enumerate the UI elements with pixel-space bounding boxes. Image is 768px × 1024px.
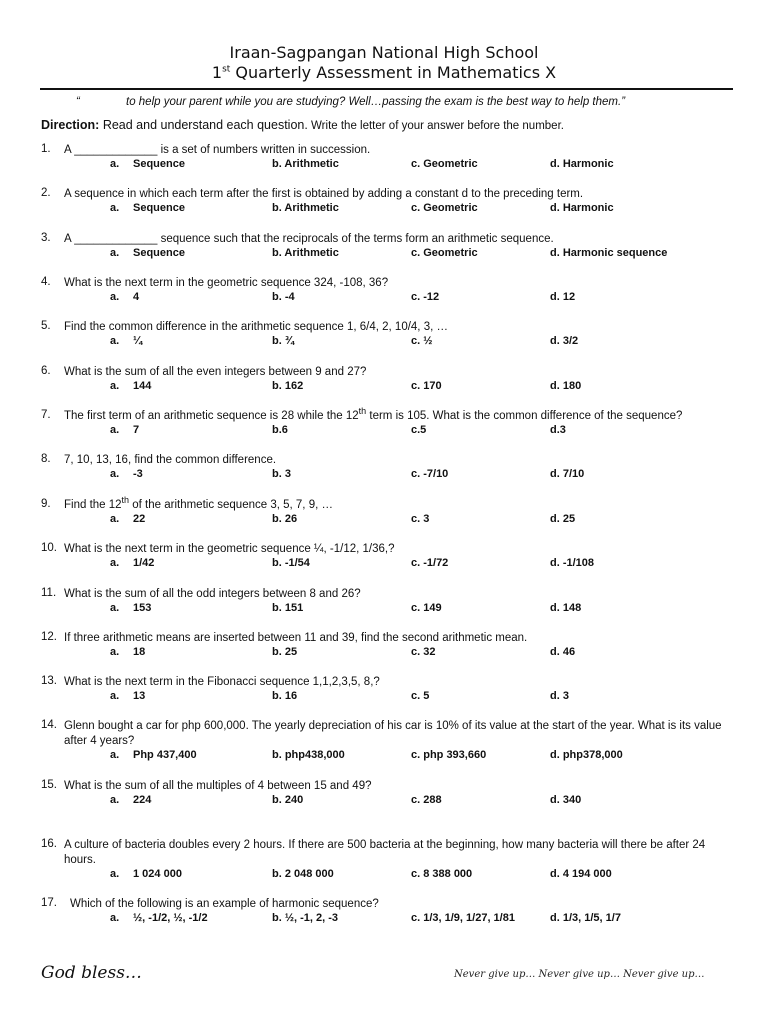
option-c: c. 288 bbox=[411, 794, 442, 806]
option-a-letter: a. bbox=[110, 468, 120, 480]
option-a-text: Sequence bbox=[133, 202, 185, 214]
option-a-letter: a. bbox=[110, 602, 120, 614]
option-a-letter: a. bbox=[110, 291, 120, 303]
option-a-letter: a. bbox=[110, 380, 120, 392]
assessment-title-rest: Quarterly Assessment in Mathematics X bbox=[230, 63, 557, 82]
question-number: 4. bbox=[41, 276, 51, 288]
direction bbox=[41, 118, 564, 132]
option-b: b. 3 bbox=[272, 468, 291, 480]
option-a-text: 4 bbox=[133, 291, 140, 303]
option-b: b. 25 bbox=[272, 646, 298, 658]
question-text: A sequence in which each term after the first is obtained by adding a constant d to the preceding term. bbox=[64, 188, 584, 200]
option-c: c. 1/3, 1/9, 1/27, 1/81 bbox=[411, 912, 515, 924]
option-a-text: -3 bbox=[133, 468, 143, 480]
option-d: d. Harmonic bbox=[550, 158, 614, 170]
option-b: b. 16 bbox=[272, 690, 298, 702]
quarter-number: 1 bbox=[211, 63, 223, 82]
question-number: 13. bbox=[41, 675, 57, 687]
option-b: b. 240 bbox=[272, 794, 304, 806]
option-a bbox=[110, 749, 197, 761]
option-d: d. 3 bbox=[550, 690, 569, 702]
question-text: A culture of bacteria doubles every 2 hours. If there are 500 bacteria at the beginning, how many bacteria will there be after 24 hours. bbox=[64, 839, 706, 866]
option-c: c. -1/72 bbox=[411, 557, 449, 569]
option-c: c.5 bbox=[411, 424, 427, 436]
assessment-title bbox=[0, 63, 768, 82]
option-c: c. 5 bbox=[411, 690, 430, 702]
option-b: b. ½, -1, 2, -3 bbox=[272, 912, 339, 924]
option-c: c. 32 bbox=[411, 646, 436, 658]
question-number: 9. bbox=[41, 498, 51, 510]
question-text: What is the sum of all the even integers between 9 and 27? bbox=[64, 366, 367, 378]
option-d: d. 12 bbox=[550, 291, 576, 303]
question-text: If three arithmetic means are inserted between 11 and 39, find the second arithmetic mean. bbox=[64, 632, 528, 644]
question-number: 12. bbox=[41, 631, 57, 643]
option-a bbox=[110, 868, 182, 880]
option-a-letter: a. bbox=[110, 335, 120, 347]
option-b: b. -1/54 bbox=[272, 557, 310, 569]
option-a-letter: a. bbox=[110, 690, 120, 702]
option-c: c. Geometric bbox=[411, 247, 478, 259]
option-a-text: 144 bbox=[133, 380, 152, 392]
option-a-letter: a. bbox=[110, 557, 120, 569]
question-number: 8. bbox=[41, 453, 51, 465]
option-b: b. php438,000 bbox=[272, 749, 345, 761]
option-a-text: 22 bbox=[133, 513, 146, 525]
option-b: b. Arithmetic bbox=[272, 202, 339, 214]
option-d: d. 1/3, 1/5, 1/7 bbox=[550, 912, 621, 924]
option-a-letter: a. bbox=[110, 868, 120, 880]
option-a-text: 153 bbox=[133, 602, 152, 614]
question-text: A _____________ sequence such that the reciprocals of the terms form an arithmetic sequence. bbox=[64, 233, 554, 245]
option-a-letter: a. bbox=[110, 749, 120, 761]
school-name: Iraan-Sagpangan National High School bbox=[229, 43, 539, 62]
option-b: b.6 bbox=[272, 424, 288, 436]
question-number: 14. bbox=[41, 719, 57, 731]
question-text: A _____________ is a set of numbers written in succession. bbox=[64, 144, 371, 156]
option-a bbox=[110, 513, 145, 525]
option-a-letter: a. bbox=[110, 424, 120, 436]
option-b: b. 26 bbox=[272, 513, 298, 525]
direction-text-small: Write the letter of your answer before the number. bbox=[307, 120, 564, 132]
quote-text: to help your parent while you are studying? Well…passing the exam is the best way to help them.” bbox=[126, 96, 626, 108]
option-a bbox=[110, 247, 185, 259]
option-d: d.3 bbox=[550, 424, 566, 436]
question-text: What is the sum of all the odd integers between 8 and 26? bbox=[64, 588, 361, 600]
question-text: What is the next term in the geometric sequence ¼, -1/12, 1/36,? bbox=[64, 543, 395, 555]
question-text-part: term is 105. What is the common difference of the sequence? bbox=[366, 410, 683, 422]
option-d: d. 3/2 bbox=[550, 335, 579, 347]
option-d: d. 340 bbox=[550, 794, 582, 806]
question-number: 15. bbox=[41, 779, 57, 791]
question-number: 5. bbox=[41, 320, 51, 332]
question-text bbox=[64, 406, 734, 424]
option-c: c. Geometric bbox=[411, 158, 478, 170]
question-number: 11. bbox=[41, 587, 57, 599]
option-a bbox=[110, 912, 208, 924]
option-a-text: 1 024 000 bbox=[133, 868, 182, 880]
option-a-text: 7 bbox=[133, 424, 140, 436]
option-a bbox=[110, 794, 151, 806]
question-number: 17. bbox=[41, 897, 57, 909]
option-a-letter: a. bbox=[110, 912, 120, 924]
option-b: b. -4 bbox=[272, 291, 295, 303]
direction-text: Read and understand each question. bbox=[99, 118, 308, 132]
option-a bbox=[110, 646, 145, 658]
direction-label: Direction: bbox=[41, 118, 100, 132]
option-b: b. 162 bbox=[272, 380, 304, 392]
question-number: 16. bbox=[41, 838, 57, 850]
option-d: d. 148 bbox=[550, 602, 582, 614]
question-number: 7. bbox=[41, 409, 51, 421]
option-d: d. php378,000 bbox=[550, 749, 623, 761]
option-c: c. 8 388 000 bbox=[411, 868, 473, 880]
motivational-quote bbox=[76, 96, 626, 108]
option-a bbox=[110, 602, 151, 614]
option-c: c. 170 bbox=[411, 380, 442, 392]
option-a bbox=[110, 202, 185, 214]
question-number: 10. bbox=[41, 542, 57, 554]
option-c: c. php 393,660 bbox=[411, 749, 487, 761]
ordinal-suffix: th bbox=[121, 495, 130, 506]
option-a bbox=[110, 557, 154, 569]
option-a-letter: a. bbox=[110, 513, 120, 525]
question-text: Find the common difference in the arithmetic sequence 1, 6/4, 2, 10/4, 3, … bbox=[64, 321, 448, 333]
option-a-text: Php 437,400 bbox=[133, 749, 197, 761]
option-c: c. 3 bbox=[411, 513, 430, 525]
footer-motto: Never give up… Never give up… Never give up… bbox=[454, 969, 705, 980]
option-a-letter: a. bbox=[110, 247, 120, 259]
quote-open-mark: “ bbox=[76, 96, 80, 108]
option-a-text: ¼ bbox=[133, 335, 143, 347]
option-c: c. -12 bbox=[411, 291, 440, 303]
option-d: d. 7/10 bbox=[550, 468, 585, 480]
option-a bbox=[110, 335, 142, 347]
option-c: c. ½ bbox=[411, 335, 433, 347]
option-d: d. 180 bbox=[550, 380, 582, 392]
option-a-text: 1/42 bbox=[133, 557, 155, 569]
question-number: 1. bbox=[41, 143, 51, 155]
option-c: c. -7/10 bbox=[411, 468, 449, 480]
option-c: c. Geometric bbox=[411, 202, 478, 214]
option-a bbox=[110, 380, 151, 392]
question-number: 6. bbox=[41, 365, 51, 377]
question-text: What is the next term in the Fibonacci sequence 1,1,2,3,5, 8,? bbox=[64, 676, 380, 688]
ordinal-suffix: th bbox=[358, 406, 367, 417]
quarter-suffix: st bbox=[222, 64, 231, 75]
question-text: Which of the following is an example of harmonic sequence? bbox=[70, 898, 379, 910]
option-d: d. 4 194 000 bbox=[550, 868, 612, 880]
option-d: d. Harmonic bbox=[550, 202, 614, 214]
option-b: b. Arithmetic bbox=[272, 247, 339, 259]
question-text-part: The first term of an arithmetic sequence is 28 while the 12 bbox=[64, 410, 359, 422]
question-text: Glenn bought a car for php 600,000. The yearly depreciation of his car is 10% of its value at the start of the year. What is its value after 4 years? bbox=[64, 720, 722, 747]
option-b: b. 2 048 000 bbox=[272, 868, 334, 880]
option-d: d. Harmonic sequence bbox=[550, 247, 668, 259]
option-a-text: 13 bbox=[133, 690, 146, 702]
question-text bbox=[64, 495, 734, 513]
option-a bbox=[110, 424, 139, 436]
option-d: d. 46 bbox=[550, 646, 576, 658]
option-b: b. Arithmetic bbox=[272, 158, 339, 170]
option-a-text: 18 bbox=[133, 646, 146, 658]
question-text-part: Find the 12 bbox=[64, 499, 122, 511]
question-number: 3. bbox=[41, 232, 51, 244]
option-a bbox=[110, 291, 139, 303]
option-a-letter: a. bbox=[110, 202, 120, 214]
question-text: 7, 10, 13, 16, find the common difference. bbox=[64, 454, 277, 466]
question-text: What is the next term in the geometric sequence 324, -108, 36? bbox=[64, 277, 389, 289]
option-d: d. -1/108 bbox=[550, 557, 595, 569]
question-number: 2. bbox=[41, 187, 51, 199]
option-a-text: 224 bbox=[133, 794, 152, 806]
question-text-part: of the arithmetic sequence 3, 5, 7, 9, … bbox=[129, 499, 333, 511]
option-a-text: ½, -1/2, ½, -1/2 bbox=[133, 912, 208, 924]
option-a-text: Sequence bbox=[133, 158, 185, 170]
option-a-letter: a. bbox=[110, 646, 120, 658]
option-b: b. 151 bbox=[272, 602, 304, 614]
option-a-letter: a. bbox=[110, 794, 120, 806]
option-b: b. ¾ bbox=[272, 335, 295, 347]
option-a-letter: a. bbox=[110, 158, 120, 170]
option-a bbox=[110, 468, 143, 480]
option-c: c. 149 bbox=[411, 602, 442, 614]
option-a bbox=[110, 690, 145, 702]
question-text: What is the sum of all the multiples of 4 between 15 and 49? bbox=[64, 780, 372, 792]
option-a-text: Sequence bbox=[133, 247, 185, 259]
option-d: d. 25 bbox=[550, 513, 576, 525]
header-divider bbox=[40, 88, 733, 90]
option-a bbox=[110, 158, 185, 170]
footer-blessing: God bless… bbox=[41, 963, 142, 983]
